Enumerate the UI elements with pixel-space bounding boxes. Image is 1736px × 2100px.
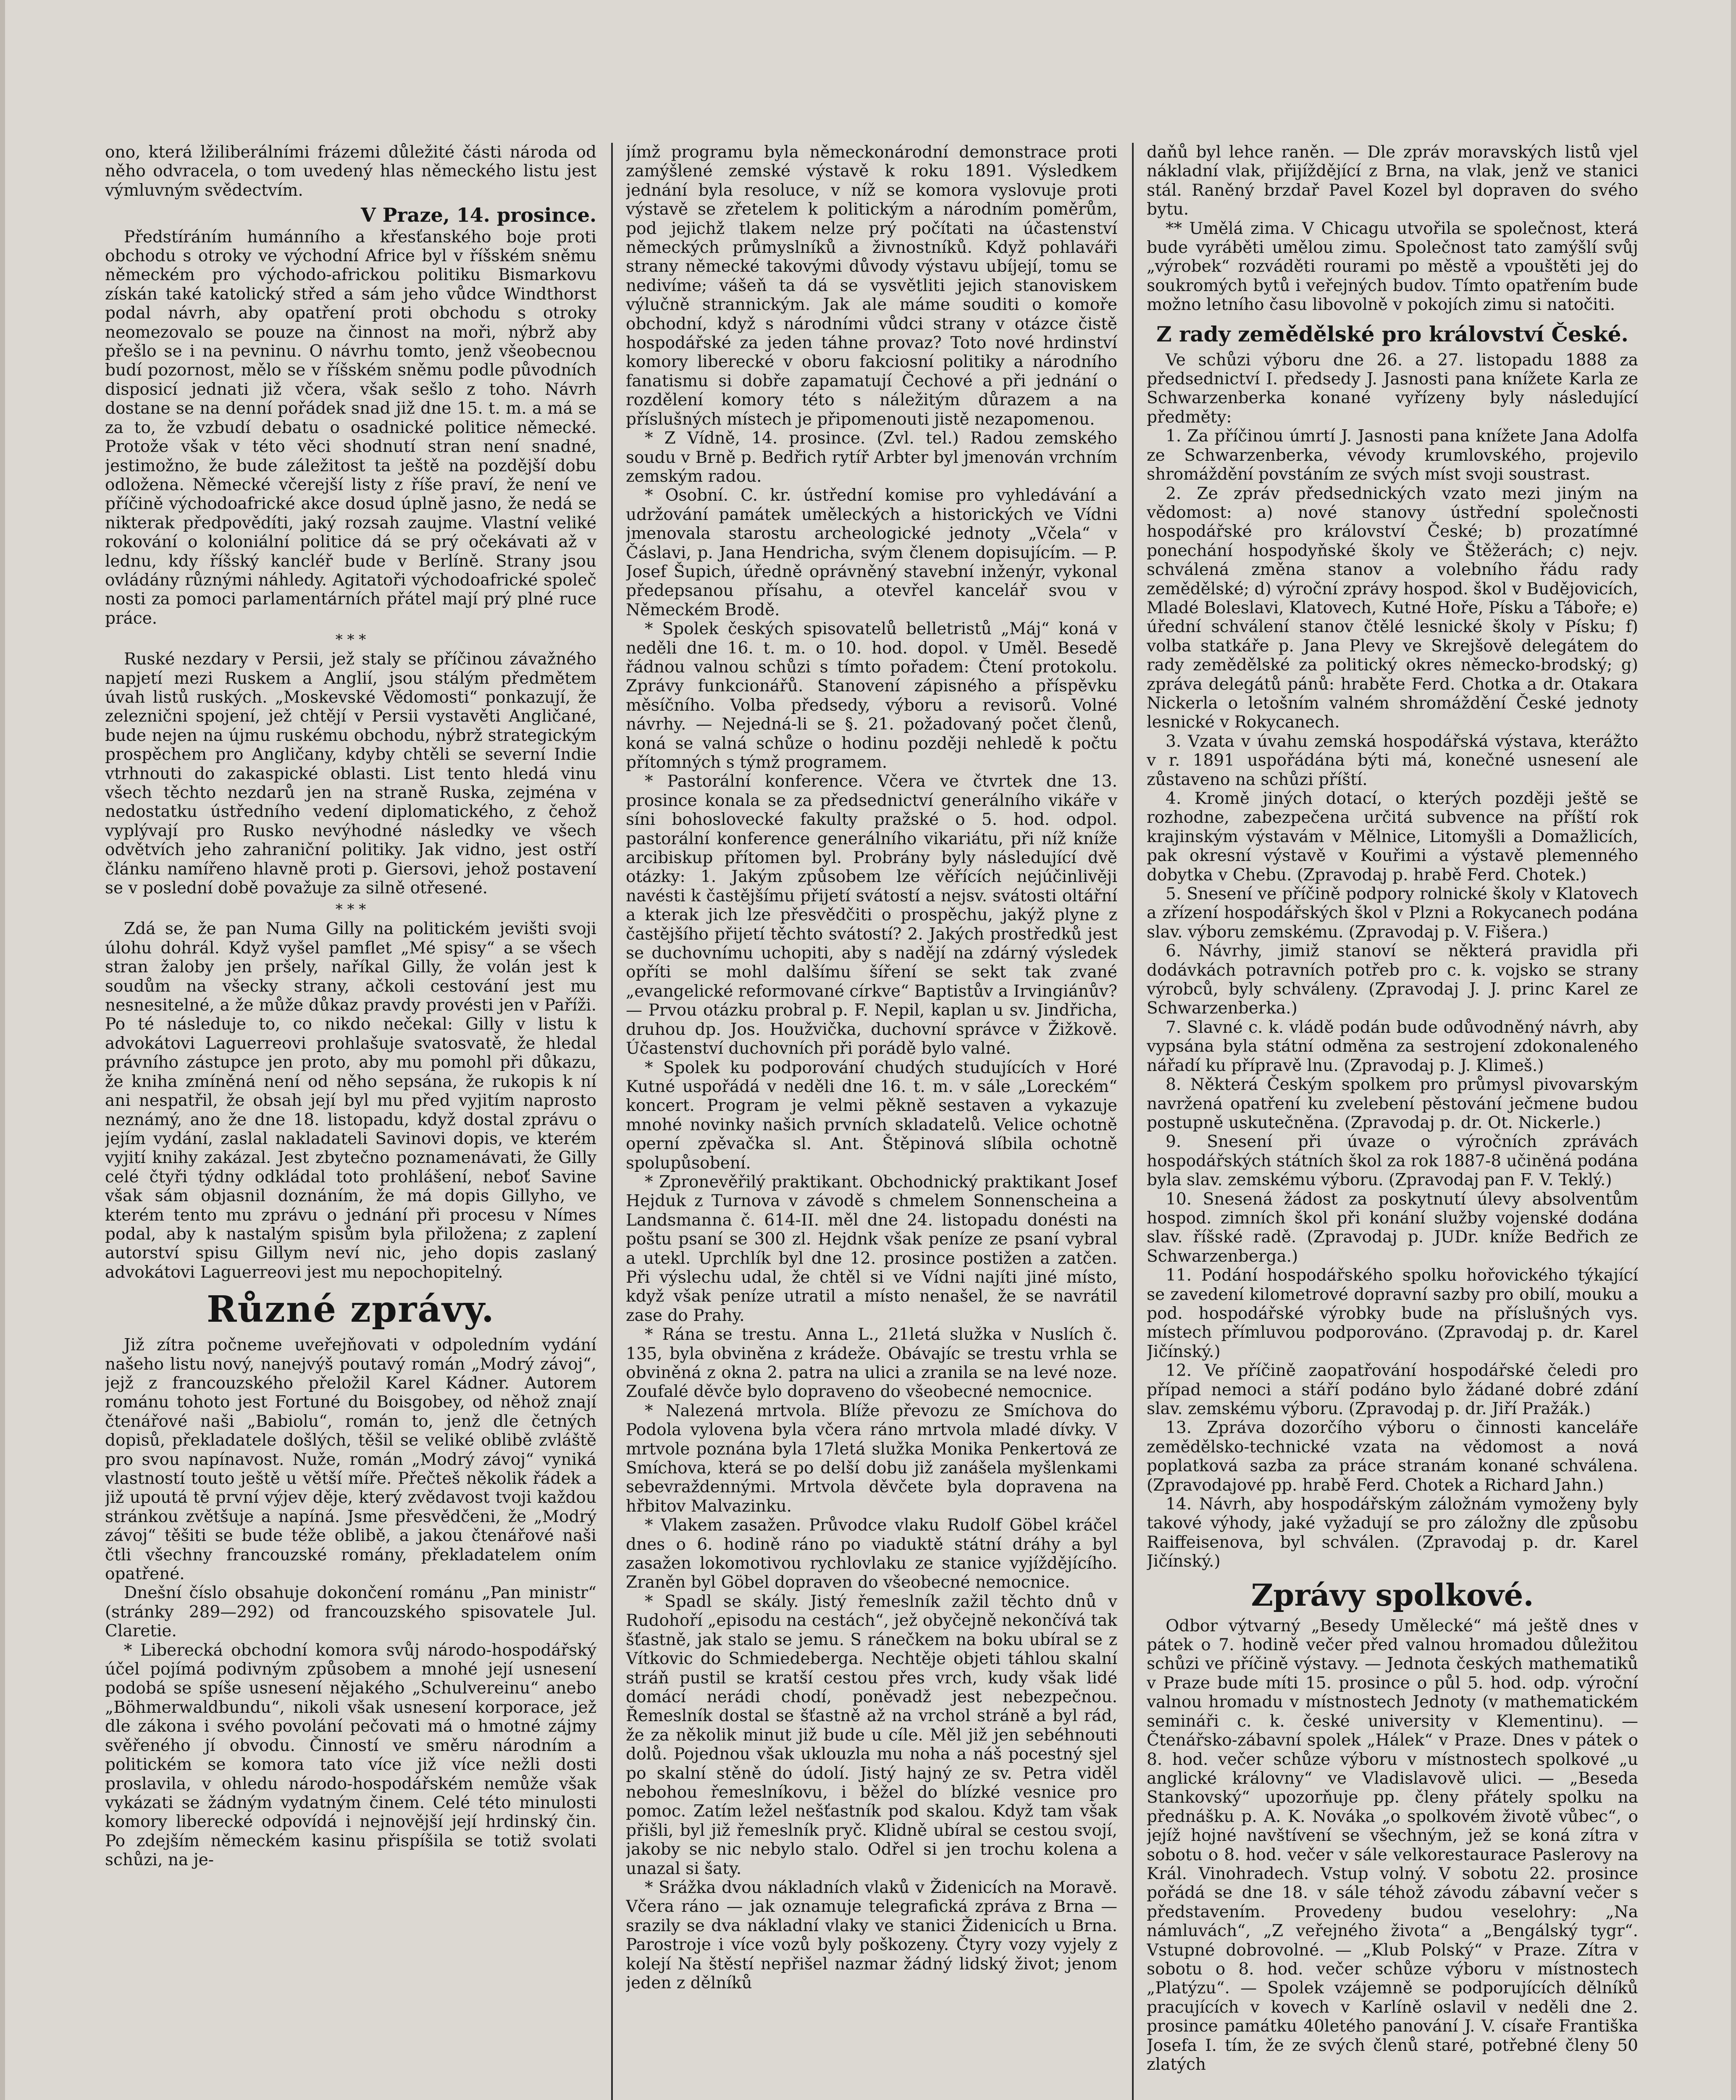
column-middle bbox=[626, 143, 1117, 2100]
paragraph: 1. Za příčinou úmrtí J. Jasnosti pana knížete Jana Adolfa ze Schwarzenberka, vévody krumlovského, projevilo shromáždění povstáním ze svých míst svoji soustrast. bbox=[1147, 427, 1638, 484]
paragraph: 14. Návrh, aby hospodářským záložnám vymoženy byly takové výhody, jaké vyžadují se pro záložny dle způsobu Raiffeisenova, byl schválen. (Zpravodaj p. dr. Karel Jičínský.) bbox=[1147, 1495, 1638, 1571]
paragraph: * Z Vídně, 14. prosince. (Zvl. tel.) Radou zemského soudu v Brně p. Bedřich rytíř Arbter byl jmenován vrchním zemským radou. bbox=[626, 429, 1117, 486]
paragraph: daňů byl lehce raněn. — Dle zpráv moravských listů vjel nákladní vlak, přijíždějící z Brna, na vlak, jenž ve stanici stál. Raněný brzdař Pavel Kozel byl dopraven do svého bytu. bbox=[1147, 143, 1638, 219]
paragraph: 9. Snesení při úvaze o výročních zprávách hospodářských státních škol za rok 1887-8 učiněná podána byla slav. zemskému výboru. (Zpravodaj pan F. V. Teklý.) bbox=[1147, 1132, 1638, 1190]
separator-stars: * * * bbox=[335, 631, 366, 648]
paragraph: * Osobní. C. kr. ústřední komise pro vyhledávání a udržování památek uměleckých a historických ve Vídni jmenovala starostu archeologické jednoty „Včela“ v Čáslavi, p. Jana Hendricha, svým členem dopisujícím. — P. Josef Šupich, úředně oprávněný stavební inženýr, vykonal předepsanou přísahu, a otevřel kancelář svou v Německém Brodě. bbox=[626, 486, 1117, 620]
paragraph: Dnešní číslo obsahuje dokončení románu „Pan ministr“ (stránky 289—292) od francouzského spisovatele Jul. Claretie. bbox=[105, 1583, 596, 1641]
paragraph: * Zpronevěřilý praktikant. Obchodnický praktikant Josef Hejduk z Turnova v závodě s chmelem Sonnenscheina a Landsmanna č. 614-II. měl dne 24. listopadu donésti na poštu psaní se 300 zl. Hejdnk však peníze ze psaní vybral a utekl. Uprchlík byl dne 12. prosince postižen a zatčen. Při výslechu udal, že chtěl si ve Vídni najíti jiné místo, když však peníze utratil a místo nenašel, že se navrátil zase do Prahy. bbox=[626, 1172, 1117, 1325]
dateline: V Praze, 14. prosince. bbox=[361, 204, 596, 227]
paragraph: Odbor výtvarný „Besedy Umělecké“ má ještě dnes v pátek o 7. hodině večer před valnou hromadou důležitou schůzi ve příčině výstavy. — Jednota českých mathematiků v Praze bude míti 15. prosince o půl 5. hod. odp. výroční valnou hromadu v místnostech Jednoty (v mathematickém semináři c. k. české university v Klementinu). — Čtenářsko-zábavní spolek „Hálek“ v Praze. Dnes v pátek o 8. hod. večer schůze výboru v místnostech spolkové „u anglické královny“ ve Vladislavově ulici. — „Beseda Stankovský“ upozorňuje pp. členy přátely spolku na přednášku p. A. K. Nováka „o spolkovém životě vůbec“, o jejíž hojné navštívení se všechným, jež se koná zítra v sobotu o 8. hod. večer v sále velkorestaurace Paslerovy na Král. Vinohradech. Vstup volný. V sobotu 22. prosince pořádá se dne 18. v sále téhož závodu zábavní večer s představením. Provedeny budou veselohry: „Na námluvách“, „Z veřejného života“ a „Bengálský tygr“. Vstupné dobrovolné. — „Klub Polský“ v Praze. Zítra v sobotu o 8. hod. večer schůze výboru v místnostech „Platýzu“. — Spolek vzájemně se podporujících dělníků pracujících v kovech v Karlíně oslavil v neděli dne 2. prosince památku 40letého panování J. V. císaře Františka Josefa I. tím, že ze svých členů staré, potřebné členy 50 zlatých bbox=[1147, 1616, 1638, 2074]
paragraph: * Spolek ku podporování chudých studujících v Horé Kutné uspořádá v neděli dne 16. t. m. v sále „Loreckém“ koncert. Program je velmi pěkně sestaven a vykazuje mnohé novinky našich prvních skladatelů. Velice ochotně operní zpěvačka sl. Ant. Štěpinová slíbila ochotně spolupůsobení. bbox=[626, 1058, 1117, 1173]
paragraph: * Vlakem zasažen. Průvodce vlaku Rudolf Göbel kráčel dnes o 6. hodině ráno po viaduktě státní dráhy a byl zasažen lokomotivou rychlovlaku ze stanice vyjíždějícího. Zraněn byl Göbel dopraven do všeobecné nemocnice. bbox=[626, 1516, 1117, 1592]
paragraph: * Nalezená mrtvola. Blíže převozu ze Smíchova do Podola vylovena byla včera ráno mrtvola mladé dívky. V mrtvole poznána byla 17letá služka Monika Penkertová ze Smíchova, která se po delší dobu již zanášela myšlenkami sebevraždennými. Mrtvola děvčete byla dopravena na hřbitov Malvazinku. bbox=[626, 1401, 1117, 1516]
section-heading: Různé zprávy. bbox=[206, 1288, 495, 1331]
paragraph: ** Umělá zima. V Chicagu utvořila se společnost, která bude vyráběti umělou zimu. Společnost tato zamýšlí svůj „výrobek“ rozváděti rourami po městě a vpouštěti jej do soukromých bytů i veřejných budov. Tímto opatřením bude možno letního času libovolně v pokojích zimu si natočiti. bbox=[1147, 219, 1638, 315]
paragraph: 8. Některá Českým spolkem pro průmysl pivovarským navržená opatření ku zvelebení pěstování ječmene budou postupně uskutečněna. (Zpravodaj p. dr. Ot. Nickerle.) bbox=[1147, 1075, 1638, 1132]
column-right bbox=[1147, 143, 1638, 2100]
paragraph: Již zítra počneme uveřejňovati v odpoledním vydání našeho listu nový, nanejvýš poutavý román „Modrý závoj“, jejž z francouzského přeložil Karel Kádner. Autorem románu tohoto jest Fortuné du Boisgobey, od něhož znají čtenářové naši „Babiolu“, román to, jenž dle četných dopisů, překladatele došlých, těšil se veliké oblibě zvláště pro svou napínavost. Nuže, román „Modrý závoj“ vyniká vlastností touto ještě u větší míře. Přečteš několik řádek a již upoutá tě první výjev děje, který zvědavost tvoji každou stránkou zvětšuje a napíná. Jsme přesvědčeni, že „Modrý závoj“ těšiti se bude téže oblibě, a jakou čtenářové naši čtli všechny francouzské romány, překladatelem oním opatřené. bbox=[105, 1336, 596, 1584]
section-heading: Zprávy spolkové. bbox=[1251, 1577, 1534, 1613]
paragraph: 6. Návrhy, jimiž stanoví se některá pravidla při dodávkách potravních potřeb pro c. k. vojsko se strany výrobců, byly schváleny. (Zpravodaj J. J. princ Karel ze Schwarzenberka.) bbox=[1147, 942, 1638, 1018]
paragraph: * Rána se trestu. Anna L., 21letá služka v Nuslích č. 135, byla obviněna z krádeže. Obávajíc se trestu vrhla se obviněná z okna 2. patra na ulici a zranila se na levé noze. Zoufalé děvče bylo dopraveno do všeobecné nemocnice. bbox=[626, 1325, 1117, 1402]
paragraph: Předstíráním humánního a křesťanského boje proti obchodu s otroky ve východní Africe byl v říšském sněmu německém pro východo-africkou politiku Bismarkovu získán také katolický střed a sám jeho vůdce Windthorst podal návrh, aby opatření proti obchodu s otroky neomezovalo se pouze na činnost na moři, nýbrž aby přešlo se i na pevninu. O návrhu tomto, jenž všeobecnou budí pozornost, mělo se v říšském sněmu podle původních disposicí jednati již včera, však sešlo z toho. Návrh dostane se na denní pořádek snad již dne 15. t. m. a má se za to, že vzbudí debatu o osadnické politice německé. Protože však v této věci shodnutí stran není snadné, jestimožno, že bude záležitost ta ještě na pozdější dobu odložena. Německé včerejší listy z říše praví, že není ve příčině východoafrické akce dosud úplně jasno, že nedá se nikterak předpovědíti, jaký rozsah zaujme. Vlastní veliké rokování o koloniální politice dá se prý očekávati až v lednu, kdy říšský kancléř bude v Berlíně. Strany jsou ovládány různými náhledy. Agitatoři východoafrické společ nosti za pomoci parlamentárních přátel mají prý plné ruce práce. bbox=[105, 227, 596, 628]
section-heading: Z rady zemědělské pro království České. bbox=[1156, 321, 1628, 346]
paragraph: 2. Ze zpráv předsednických vzato mezi jiným na vědomost: a) nové stanovy ústřední společnosti hospodářské pro království České; b) prozatímné ponechání hospodyňské školy ve Štěžerách; c) nejv. schválená změna stanov a volebního řádu rady zemědělské; d) výroční zprávy hospod. škol v Budějovicích, Mladé Boleslavi, Klatovech, Kutné Hoře, Písku a Táboře; e) úřední schválení stanov čtělé lesnické školy v Písku; f) volba statkáře p. Jana Plevy ve Skrejšově delegátem do rady zemědělské za politický okres německo-brodský; g) zpráva delegátů pánů: hraběte Ferd. Chotka a dr. Otakara Nickerla o letošním valném shromáždění České jednoty lesnické v Rokycanech. bbox=[1147, 484, 1638, 732]
scan-edge-right bbox=[1731, 0, 1736, 2100]
paragraph: Zdá se, že pan Numa Gilly na politickém jevišti svoji úlohu dohrál. Když vyšel pamflet „Mé spisy“ a se všech stran žaloby jen pršely, naříkal Gilly, že volán jest k soudům na všecky strany, ačkoli cestování jest mu nesnesitelné, a že může důkaz pravdy provésti jen v Paříži. Po té následuje to, co nikdo nečekal: Gilly v listu k advokátovi Laguerreovi prohlašuje svatosvatě, že hledal právního zástupce jen proto, aby mu pomohl při důkazu, že kniha zmíněná není od něho sepsána, že rukopis k ní ani nespatřil, že obsah její byl mu před vyjitím naprosto neznámý, ano že dne 18. listopadu, když dostal zprávu o jejím vydání, zaslal nakladateli Savinovi dopis, ve kterém vyjití knihy zakázal. Jest zbytečno poznamenávati, že Gilly celé čtyři týdny odkládal toto prohlášení, neboť Savine však sám objasnil doznáním, že má dopis Gillyho, ve kterém tento mu zprávu o jednání při procesu v Nímes podal, aby k nastalým spisům byla přiložena; z zaplení autorství spisu Gillym neví nic, jeho dopis zaslaný advokátovi Laguerreovi jest mu nepochopitelný. bbox=[105, 919, 596, 1282]
separator-stars: * * * bbox=[335, 901, 366, 918]
paragraph: jímž programu byla německonárodní demonstrace proti zamýšlené zemské výstavě k roku 1891. Výsledkem jednání byla resoluce, v níž se komora vyslovuje proti výstavě se zřetelem k politickým a národním poměrům, pod jejichž tlakem nelze prý počítati na účastenství německých průmyslníků a živnostníků. Když pohlaváři strany německé takovými důvody výstavu ubíjejí, tomu se nedivíme; vášeň ta dá se vysvětliti jejich stanoviskem výlučně strannickým. Jak ale máme souditi o komoře obchodní, když s národními vůdci strany v otázce čistě hospodářské za jeden táhne provaz? Toto nové hrdinství komory liberecké v oboru fakciosní politiky a národního fanatismu si dobře zapamatují Čechové a při jednání o rozdělení komory této s náležitým důrazem a na příslušných místech je připomenouti jistě nezapomenou. bbox=[626, 143, 1117, 429]
paragraph: * Spadl se skály. Jistý řemeslník zažil těchto dnů v Rudohoří „episodu na cestách“, jež obyčejně nekončívá tak šťastně, jak stalo se jemu. S ránečkem na boku ubíral se z Vítkovic do Schmiedeberga. Nechtěje objeti táhlou skalní stráň pustil se kratší cestou přes vrch, kudy však lidé domácí nerádi chodí, poněvadž jest nebezpečnou. Řemeslník dostal se šťastně až na vrchol stráně a byl rád, že za několik minut již bude u cíle. Měl již jen sebéhnouti dolů. Pojednou však uklouzla mu noha a náš pocestný sjel po skalní stěně do údolí. Jistý hajný ze sv. Petra viděl nebohou řemeslníkovu, i běžel do blízké vesnice pro pomoc. Zatím ležel nešťastník pod skalou. Když tam však přišli, byl již řemeslník pryč. Klidně ubíral se cestou svojí, jakoby se nic nebylo stalo. Odřel si jen trochu kolena a unazal si šaty. bbox=[626, 1592, 1117, 1878]
paragraph: ono, která lžiliberálními frázemi důležité části národa od něho odvracela, o tom uvedený hlas německého listu jest výmluvným svědectvím. bbox=[105, 143, 596, 200]
column-rule bbox=[611, 143, 613, 2100]
paragraph: 5. Snesení ve příčině podpory rolnické školy v Klatovech a zřízení hospodářských škol v Plzni a Rokycanech podána slav. výboru zemskému. (Zpravodaj p. V. Fišera.) bbox=[1147, 885, 1638, 942]
paragraph: 11. Podání hospodářského spolku hořovického týkající se zavedení kilometrové dopravní sazby pro obilí, mouku a pod. hospodářské výrobky bude na příslušných vys. místech přímluvou podporováno. (Zpravodaj p. dr. Karel Jičínský.) bbox=[1147, 1266, 1638, 1361]
paragraph: Ruské nezdary v Persii, jež staly se příčinou závažného napjetí mezi Ruskem a Anglií, jsou stálým předmětem úvah listů ruských. „Moskevské Vědomosti“ ponkazují, že zeleznični spojení, jež chtějí v Persii vystavěti Angličané, bude nejen na újmu ruskému obchodu, nýbrž strategickým prospěchem pro Angličany, kdyby chtěli se severní Indie vtrhnouti do zakaspické oblasti. List tento hledá vinu všech těchto nezdarů jen na straně Ruska, zejména v nedostatku ústředního vedení diplomatického, z čehož vyplývají pro Rusko nevýhodné následky ve všech odvětvích jeho zahraniční politiky. Jak vidno, jest ostří článku namířeno hlavně proti p. Giersovi, jehož postavení se v poslední době považuje za silně otřesené. bbox=[105, 650, 596, 898]
paragraph: Ve schůzi výboru dne 26. a 27. listopadu 1888 za předsednictví I. předsedy J. Jasnosti pana knížete Karla ze Schwarzenberka konané vyřízeny byly následující předměty: bbox=[1147, 350, 1638, 427]
paragraph: 12. Ve příčině zaopatřování hospodářské čeledi pro případ nemoci a stáří podáno bylo žádané dobré zdání slav. zemskému výboru. (Zpravodaj p. dr. Jiří Pražák.) bbox=[1147, 1361, 1638, 1418]
column-rule bbox=[1132, 143, 1134, 2100]
paragraph: * Liberecká obchodní komora svůj národo-hospodářský účel pojímá podivným způsobem a mnohé její usnesení podobá se spíše usnesení nějakého „Schulvereinu“ anebo „Böhmerwaldbundu“, nikoli však usnesení korporace, jež dle zákona i svého povolání pečovati má o hmotné zájmy svěřeného jí obvodu. Činností ve směru národním a politickém se komora tato více již více nežli dosti proslavila, v ohledu národo-hospodářském nemůže však vykázati se žádným vydatným činem. Celé této minulosti komory liberecké odpovídá i nejnovější její hrdinský čin. Po zdejším německém kasinu přispíšila se totiž svolati schůzi, na je- bbox=[105, 1641, 596, 1870]
paragraph: * Spolek českých spisovatelů belletristů „Máj“ koná v neděli dne 16. t. m. o 10. hod. dopol. v Uměl. Besedě řádnou valnou schůzi s tímto pořadem: Čtení protokolu. Zprávy funkcionářů. Stanovení zápisného a příspěvku měsíčního. Volba předsedy, výboru a revisorů. Volné návrhy. — Nejedná-li se §. 21. požadovaný počet členů, koná se valná schůze o hodinu později nehledě k počtu přítomných s týmž programem. bbox=[626, 620, 1117, 772]
paragraph: 3. Vzata v úvahu zemská hospodářská výstava, kterážto v r. 1891 uspořádána býti má, konečné usnesení ale zůstaveno na schůzi příští. bbox=[1147, 732, 1638, 789]
paragraph: * Srážka dvou nákladních vlaků v Židenicích na Moravě. Včera ráno — jak oznamuje telegrafická zpráva z Brna — srazily se dva nákladní vlaky ve stanici Židenicích u Brna. Parostroje i více vozů byly poškozeny. Čtyry vozy vyjely z kolejí Na štěstí nepřišel nazmar žádný lidský život; jenom jeden z dělníků bbox=[626, 1878, 1117, 1992]
column-left bbox=[105, 143, 596, 2100]
paragraph: * Pastorální konference. Včera ve čtvrtek dne 13. prosince konala se za předsednictví generálního vikáře v síni bohoslovecké fakulty pražské o 5. hod. odpol. pastorální konference generálního vikariátu, při níž kníže arcibiskup přítomen byl. Probrány byly následující dvě otázky: 1. Jakým způsobem lze věřících nejúčinlivěji navésti k častějšímu přijetí svátostí a nejsv. svátosti oltářní a kterak jich lze přesvědčiti o prospěchu, jakýž plyne z častějšího přijetí těchto svátostí? 2. Jakých prostředků jest se duchovnímu uchopiti, aby s nadějí na zdárný výsledek opříti se mohl dalšímu šíření se sekt tak zvané „evangelické reformované církve“ Baptistův a Irvingiánův? — Prvou otázku probral p. F. Nepil, kaplan u sv. Jindřicha, druhou dp. Jos. Houžvička, duchovní správce v Žižkově. Účastenství duchovních při porádě bylo valné. bbox=[626, 772, 1117, 1058]
scan-edge-left bbox=[0, 0, 5, 2100]
paragraph: 7. Slavné c. k. vládě podán bude odůvodněný návrh, aby vypsána byla státní odměna za sestrojení zdokonaleného nářadí ku přípravě lnu. (Zpravodaj p. J. Klimeš.) bbox=[1147, 1018, 1638, 1075]
paragraph: 13. Zpráva dozorčího výboru o činnosti kanceláře zemědělsko-technické vzata na vědomost a nová poplatková sazba za práce stranám konané schválena. (Zpravodajové pp. hrabě Ferd. Chotek a Richard Jahn.) bbox=[1147, 1418, 1638, 1495]
paragraph: 10. Snesená žádost za poskytnutí úlevy absolventům hospod. zimních škol při konání služby vojenské dodána slav. říšské radě. (Zpravodaj p. JUDr. kníže Bedřich ze Schwarzenberga.) bbox=[1147, 1189, 1638, 1266]
paragraph: 4. Kromě jiných dotací, o kterých později ještě se rozhodne, zabezpečena určitá subvence na příští rok krajinským výstavám v Mělnice, Litomyšli a Domažlicích, pak okresní výstavě v Kouřimi a výstavě plemenného dobytka v Chebu. (Zpravodaj p. hrabě Ferd. Chotek.) bbox=[1147, 789, 1638, 885]
text-frame bbox=[105, 143, 1638, 2100]
